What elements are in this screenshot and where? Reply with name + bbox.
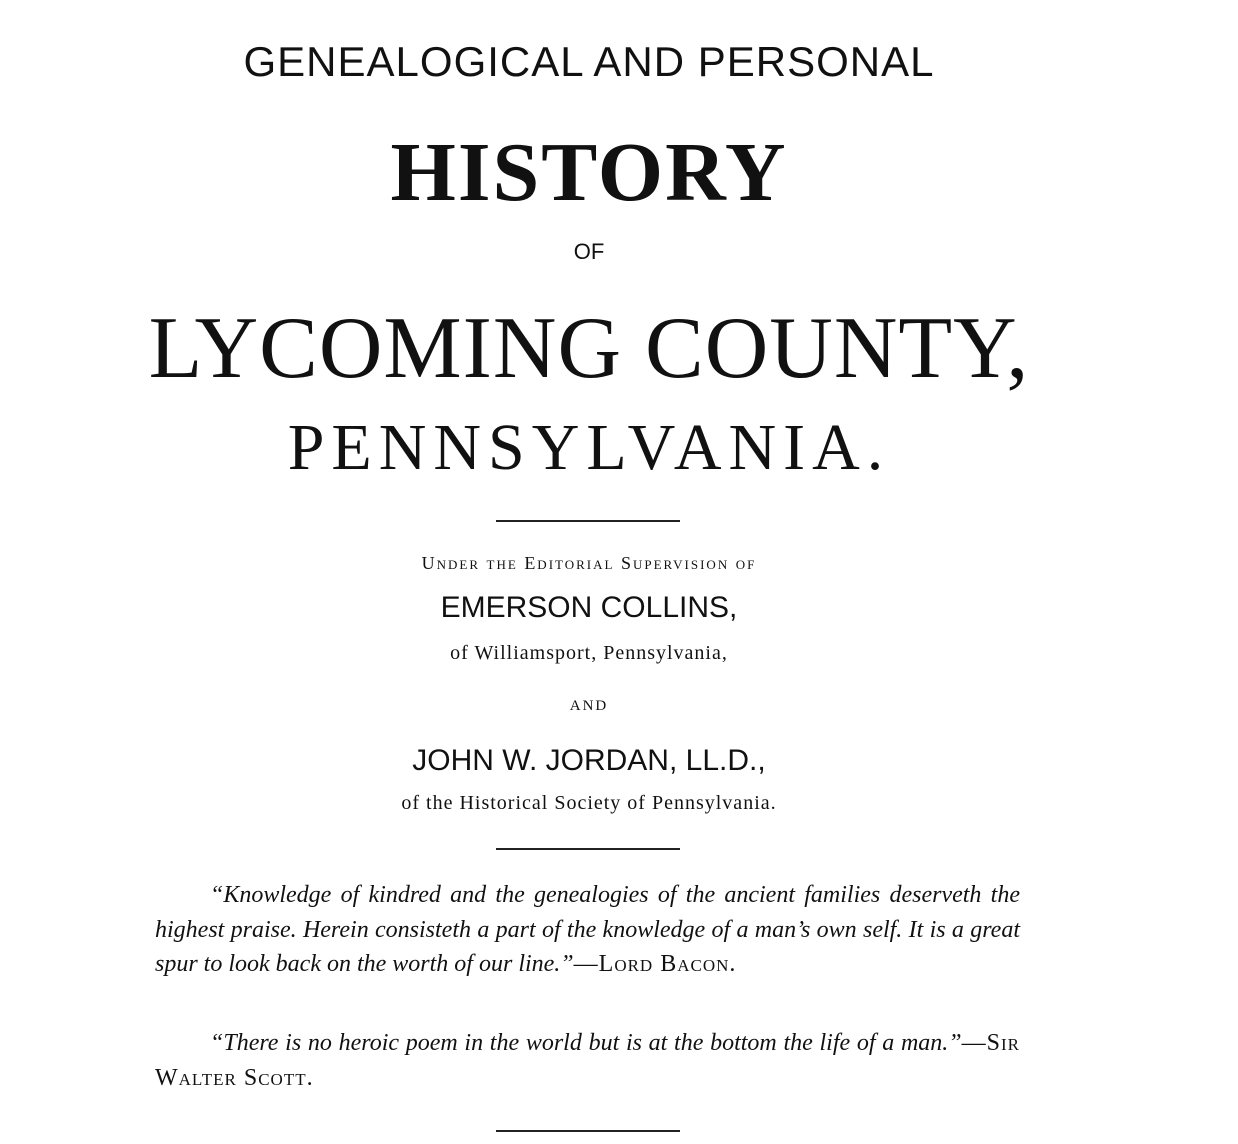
editor-affiliation-jordan: of the Historical Society of Pennsylvania. xyxy=(401,792,777,814)
book-title: HISTORY xyxy=(390,126,788,219)
county-name: LYCOMING COUNTY, xyxy=(148,300,1030,397)
editor-name-collins: EMERSON COLLINS, xyxy=(440,591,738,624)
epigraph-author: —Lord Bacon. xyxy=(573,951,737,977)
epigraph-author: —Sir Walter Scott. xyxy=(155,1030,1020,1091)
editor-name-jordan: JOHN W. JORDAN, LL.D., xyxy=(412,744,766,777)
divider-rule xyxy=(496,848,680,850)
epigraph-text: “There is no heroic poem in the world but is at the bottom the life of a man.” xyxy=(210,1030,962,1056)
editor-affiliation-collins: of Williamsport, Pennsylvania, xyxy=(450,642,728,664)
supervision-caption: Under the Editorial Supervision of xyxy=(421,553,757,573)
epigraph-scott xyxy=(155,1026,1020,1095)
title-connector: OF xyxy=(573,239,605,264)
editor-conjunction: AND xyxy=(569,698,609,714)
divider-rule xyxy=(496,1130,680,1132)
divider-rule xyxy=(496,520,680,522)
state-name: PENNSYLVANIA. xyxy=(287,411,891,484)
book-subtitle: GENEALOGICAL AND PERSONAL xyxy=(243,38,935,85)
epigraph-bacon xyxy=(155,878,1020,982)
epigraph-text: “Knowledge of kindred and the genealogies of the ancient families deserveth the highest praise. Herein consisteth a part of the knowledge of a man’s own self. It is a great spur to look back on the worth of our line.” xyxy=(155,882,1020,977)
